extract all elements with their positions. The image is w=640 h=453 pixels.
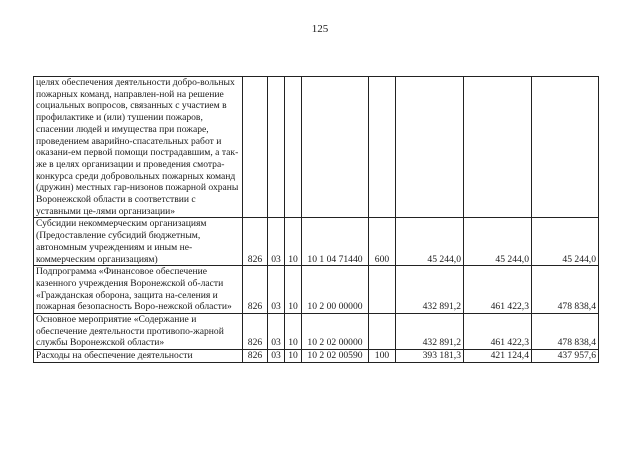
subsection-code: 10 [285,218,302,266]
amount-year-3 [532,77,599,218]
row-name: Субсидии некоммерческим организациям (Предоставление субсидий бюджетным, автономным учреждениям и иным не-коммерческим организациям) [34,218,243,266]
subsection-code: 10 [285,314,302,350]
target-code [302,77,369,218]
expense-type-code [369,314,396,350]
section-code: 03 [268,314,285,350]
ministry-code: 826 [243,350,268,363]
section-code: 03 [268,350,285,363]
amount-year-1: 393 181,3 [396,350,464,363]
amount-year-2 [464,77,532,218]
row-name: Расходы на обеспечение деятельности [34,350,243,363]
amount-year-3: 478 838,4 [532,314,599,350]
expense-type-code [369,77,396,218]
target-code: 10 2 02 00590 [302,350,369,363]
amount-year-3: 437 957,6 [532,350,599,363]
table-row [34,266,599,314]
row-name: Подпрограмма «Финансовое обеспечение казенного учреждения Воронежской об-ласти «Гражданская оборона, защита на-селения и пожарная безопасность Воро-нежской области» [34,266,243,314]
ministry-code: 826 [243,218,268,266]
row-name: Основное мероприятие «Содержание и обеспечение деятельности противопо-жарной службы Воронежской области» [34,314,243,350]
target-code: 10 2 00 00000 [302,266,369,314]
section-code: 03 [268,218,285,266]
page-number: 125 [311,23,329,35]
expense-type-code: 100 [369,350,396,363]
section-code [268,77,285,218]
expense-type-code [369,266,396,314]
ministry-code: 826 [243,266,268,314]
amount-year-1 [396,77,464,218]
amount-year-3: 45 244,0 [532,218,599,266]
table-row [34,350,599,363]
amount-year-2: 461 422,3 [464,314,532,350]
row-name: целях обеспечения деятельности добро-вольных пожарных команд, направлен-ной на решение социальных вопросов, связанных с участием в профилактике и (или) тушении пожаров, спасении людей и имущества при пожаре, проведением аварийно-спасательных работ и оказани-ем первой помощи пострадавшим, а так-же в целях организации и проведения смотра-конкурса среди добровольных пожарных команд (дружин) местных гар-низонов пожарной охраны Воронежской области в соответствии с уставными це-лями организации» [34,77,243,218]
ministry-code: 826 [243,314,268,350]
expense-type-code: 600 [369,218,396,266]
table-row [34,314,599,350]
target-code: 10 2 02 00000 [302,314,369,350]
target-code: 10 1 04 71440 [302,218,369,266]
amount-year-1: 432 891,2 [396,266,464,314]
amount-year-1: 432 891,2 [396,314,464,350]
subsection-code: 10 [285,266,302,314]
amount-year-1: 45 244,0 [396,218,464,266]
budget-table [33,76,599,363]
amount-year-2: 421 124,4 [464,350,532,363]
ministry-code [243,77,268,218]
amount-year-2: 45 244,0 [464,218,532,266]
section-code: 03 [268,266,285,314]
subsection-code: 10 [285,350,302,363]
subsection-code [285,77,302,218]
table-row [34,77,599,218]
amount-year-2: 461 422,3 [464,266,532,314]
table-row [34,218,599,266]
amount-year-3: 478 838,4 [532,266,599,314]
